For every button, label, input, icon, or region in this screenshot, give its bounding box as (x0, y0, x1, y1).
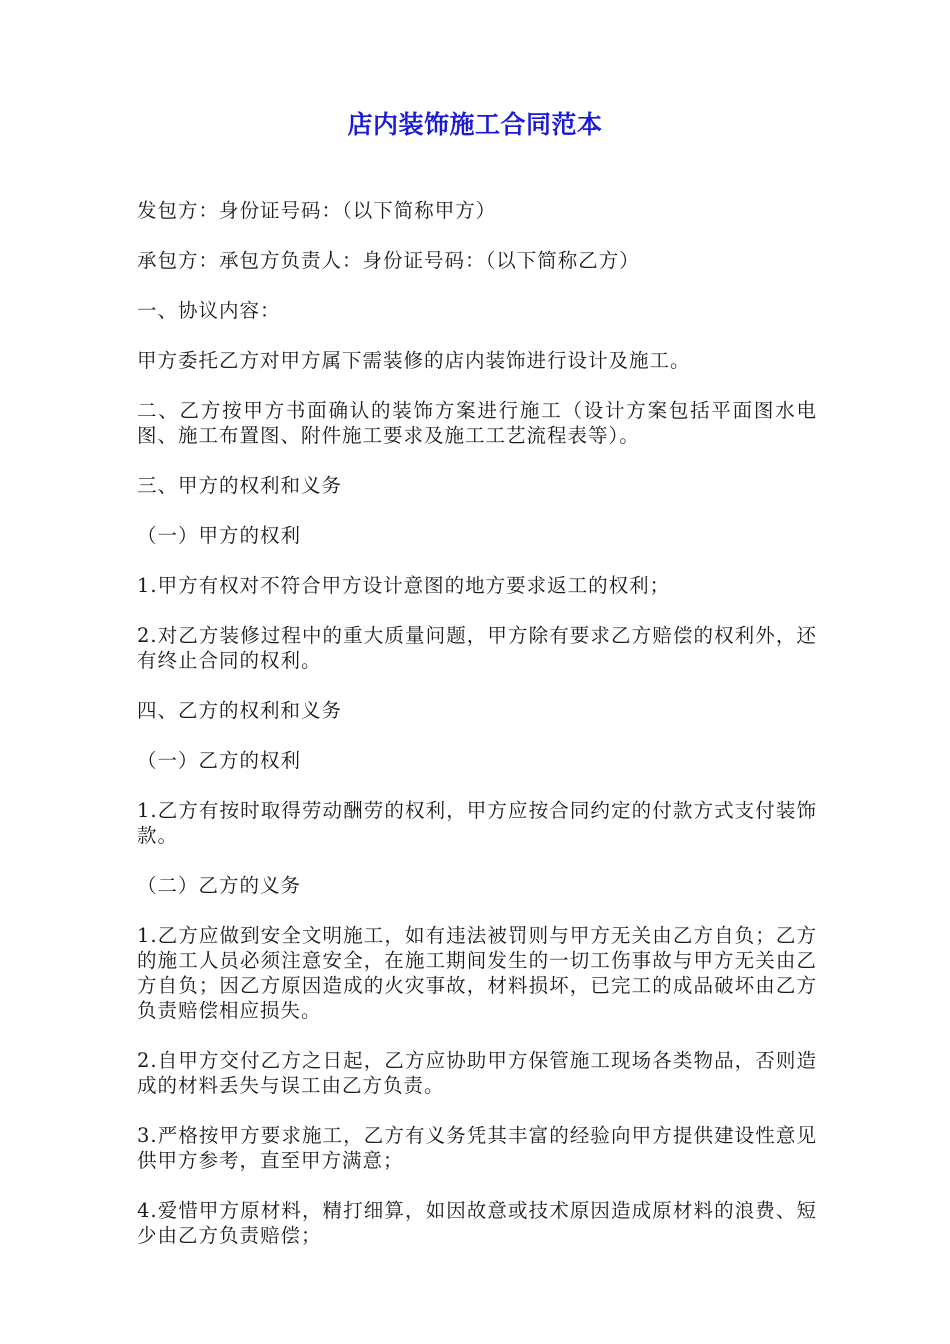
clause-party-a-rework: 1.甲方有权对不符合甲方设计意图的地方要求返工的权利； (137, 574, 671, 597)
clause-party-b-materials: 4.爱惜甲方原材料，精打细算，如因故意或技术原因造成原材料的浪费、短少由乙方负责赔偿； (137, 1199, 817, 1247)
clause-party-b-construction: 3.严格按甲方要求施工，乙方有义务凭其丰富的经验向甲方提供建设性意见供甲方参考，直至甲方满意； (137, 1124, 817, 1172)
subheading-party-b-rights: （一）乙方的权利 (137, 749, 302, 772)
document-body (137, 198, 817, 1273)
heading-agreement-content: 一、协议内容： (137, 299, 281, 322)
paragraph-commission: 甲方委托乙方对甲方属下需装修的店内装饰进行设计及施工。 (137, 349, 691, 372)
clause-party-b-safety: 1.乙方应做到安全文明施工，如有违法被罚则与甲方无关由乙方自负；乙方的施工人员必须注意安全，在施工期间发生的一切工伤事故与甲方无关由乙方自负；因乙方原因造成的火灾事故，材料损坏，已完工的成品破坏由乙方负责赔偿相应损失。 (137, 924, 817, 1022)
document-title: 店内装饰施工合同范本 (347, 110, 603, 139)
heading-party-a-rights-duties: 三、甲方的权利和义务 (137, 474, 343, 497)
paragraph-design-plan: 二、乙方按甲方书面确认的装饰方案进行施工（设计方案包括平面图水电图、施工布置图、附件施工要求及施工工艺流程表等）。 (137, 399, 817, 447)
clause-party-a-termination: 2.对乙方装修过程中的重大质量问题，甲方除有要求乙方赔偿的权利外，还有终止合同的权利。 (137, 624, 817, 672)
subheading-party-a-rights: （一）甲方的权利 (137, 524, 302, 547)
paragraph-contractor: 承包方：承包方负责人：身份证号码：（以下简称乙方） (137, 249, 640, 272)
paragraph-employer: 发包方：身份证号码：（以下简称甲方） (137, 199, 497, 222)
heading-party-b-rights-duties: 四、乙方的权利和义务 (137, 699, 343, 722)
subheading-party-b-duties: （二）乙方的义务 (137, 874, 302, 897)
clause-party-b-payment: 1.乙方有按时取得劳动酬劳的权利，甲方应按合同约定的付款方式支付装饰款。 (137, 799, 817, 847)
clause-party-b-custody: 2.自甲方交付乙方之日起，乙方应协助甲方保管施工现场各类物品，否则造成的材料丢失与误工由乙方负责。 (137, 1049, 817, 1097)
